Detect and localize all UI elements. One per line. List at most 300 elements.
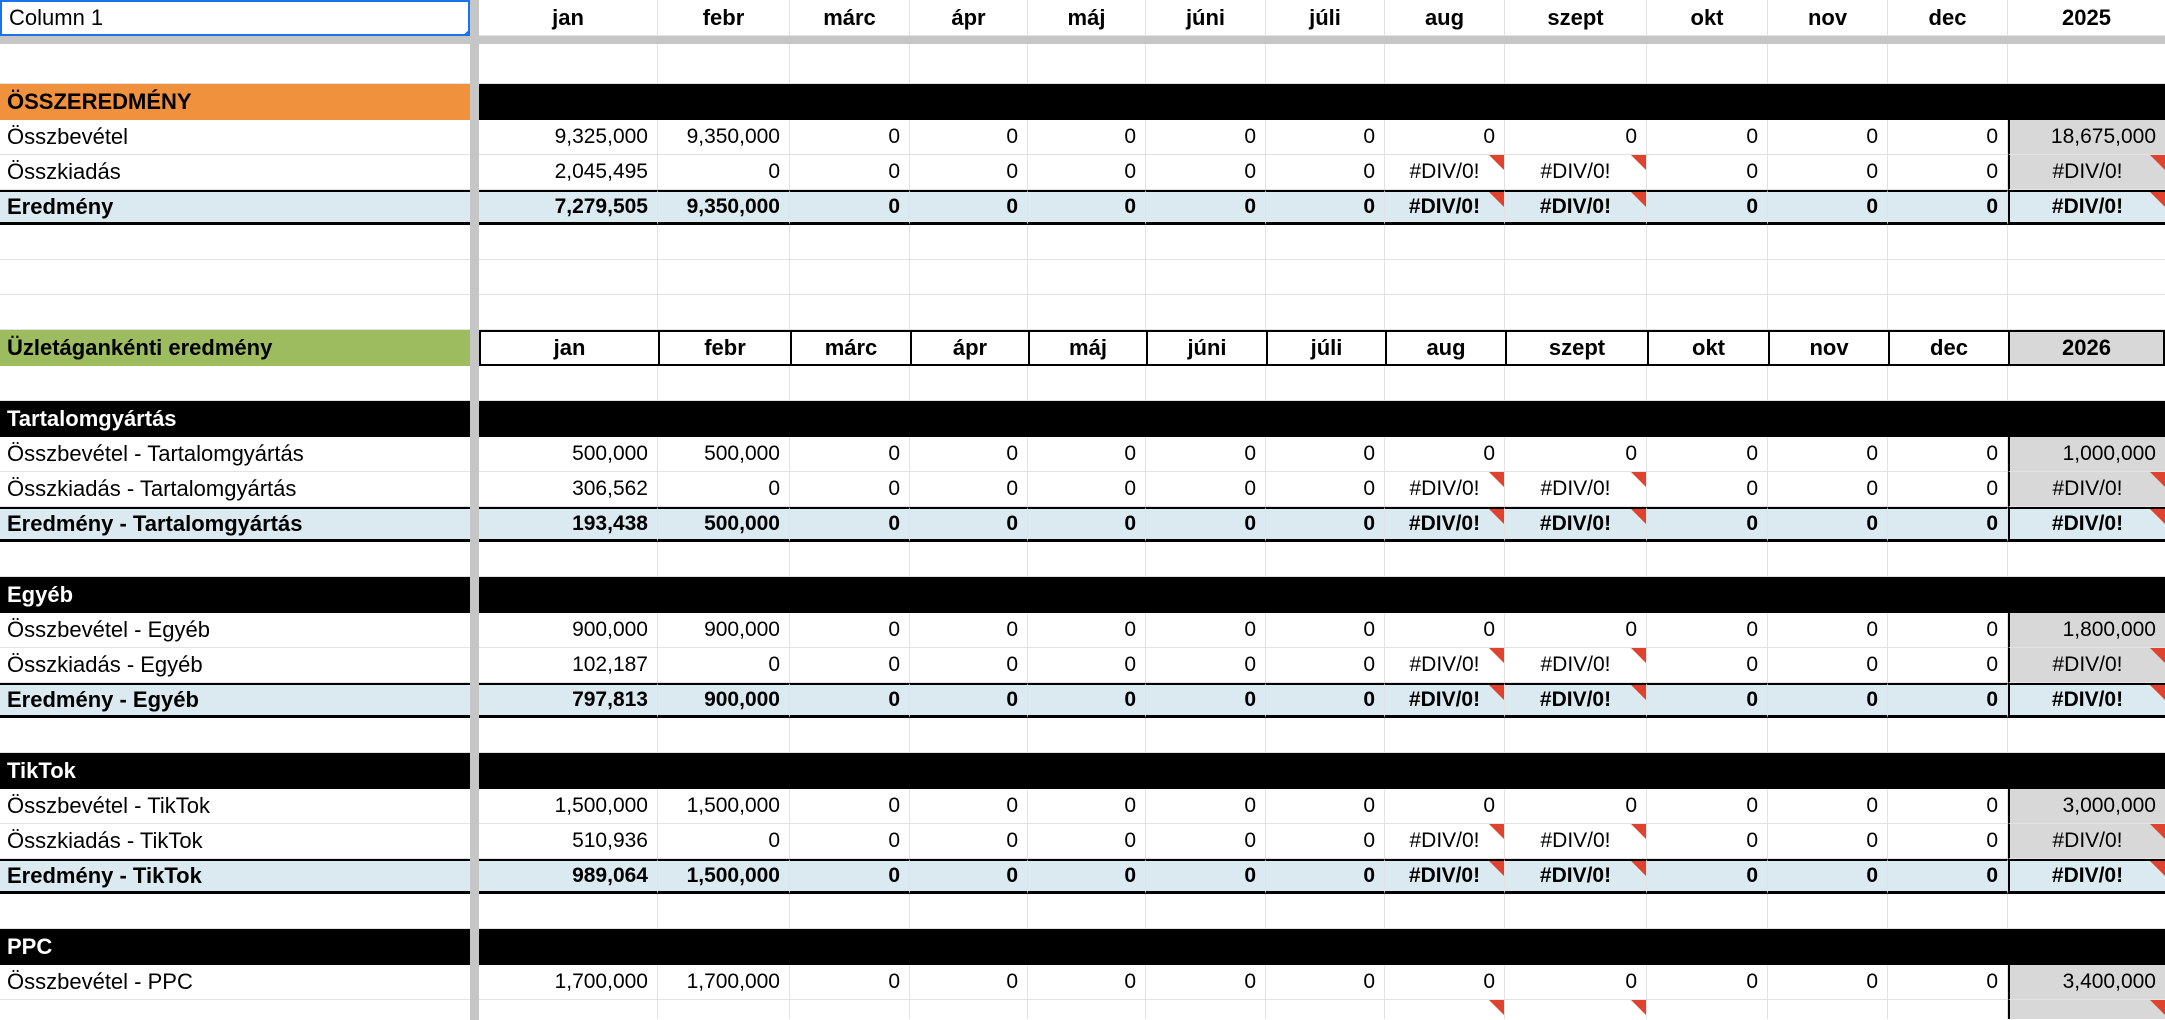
value-cell[interactable]: 989,064 <box>479 859 658 894</box>
value-cell[interactable]: 0 <box>910 859 1028 894</box>
value-cell[interactable]: 0 <box>910 648 1028 683</box>
column-header-month[interactable]: júni <box>1146 330 1266 366</box>
empty-cell[interactable] <box>658 894 790 929</box>
value-cell[interactable]: 9,350,000 <box>658 190 790 225</box>
empty-cell[interactable] <box>910 542 1028 577</box>
value-cell[interactable]: #DIV/0! <box>1385 155 1505 190</box>
value-cell[interactable]: 0 <box>790 437 910 472</box>
value-cell[interactable]: #DIV/0! <box>1505 190 1647 225</box>
column-header-year[interactable]: 2025 <box>2008 0 2165 36</box>
value-cell[interactable]: 0 <box>1146 648 1266 683</box>
empty-cell[interactable] <box>1146 260 1266 295</box>
value-cell[interactable]: 7,279,505 <box>479 190 658 225</box>
value-cell[interactable]: 1,500,000 <box>658 789 790 824</box>
value-cell[interactable]: 0 <box>1266 683 1385 718</box>
value-cell[interactable]: 0 <box>1505 613 1647 648</box>
empty-cell[interactable] <box>479 366 658 401</box>
value-cell[interactable] <box>910 1000 1028 1019</box>
value-cell[interactable]: 0 <box>790 507 910 542</box>
empty-cell[interactable] <box>1505 225 1647 260</box>
value-cell[interactable]: 0 <box>1888 155 2008 190</box>
total-cell[interactable]: 18,675,000 <box>2008 120 2165 155</box>
value-cell[interactable]: 306,562 <box>479 472 658 507</box>
empty-cell[interactable] <box>479 225 658 260</box>
empty-cell[interactable] <box>1385 44 1505 84</box>
value-cell[interactable]: 0 <box>1028 507 1146 542</box>
value-cell[interactable]: 0 <box>790 859 910 894</box>
value-cell[interactable]: #DIV/0! <box>1385 683 1505 718</box>
empty-cell[interactable] <box>2008 44 2165 84</box>
value-cell[interactable]: 0 <box>1266 965 1385 1000</box>
value-cell[interactable]: 0 <box>1768 155 1888 190</box>
value-cell[interactable]: 0 <box>1266 507 1385 542</box>
empty-cell[interactable] <box>1505 718 1647 753</box>
section-header-band[interactable] <box>479 84 2165 120</box>
value-cell[interactable]: 0 <box>1888 789 2008 824</box>
empty-cell[interactable] <box>790 260 910 295</box>
value-cell[interactable]: 0 <box>1888 507 2008 542</box>
value-cell[interactable]: 0 <box>1888 859 2008 894</box>
value-cell[interactable]: 0 <box>1888 472 2008 507</box>
empty-cell[interactable] <box>1266 295 1385 330</box>
empty-cell[interactable] <box>790 894 910 929</box>
empty-cell[interactable] <box>1647 260 1768 295</box>
empty-cell[interactable] <box>790 718 910 753</box>
empty-cell[interactable] <box>1888 894 2008 929</box>
total-cell[interactable]: #DIV/0! <box>2008 824 2165 859</box>
value-cell[interactable]: 0 <box>1647 472 1768 507</box>
value-cell[interactable]: #DIV/0! <box>1385 472 1505 507</box>
empty-cell[interactable] <box>790 366 910 401</box>
column-header-month[interactable]: júni <box>1146 0 1266 36</box>
empty-cell[interactable] <box>1028 894 1146 929</box>
total-cell[interactable]: #DIV/0! <box>2008 648 2165 683</box>
value-cell[interactable]: 0 <box>1385 965 1505 1000</box>
value-cell[interactable]: 2,045,495 <box>479 155 658 190</box>
empty-cell[interactable] <box>2008 295 2165 330</box>
empty-cell[interactable] <box>1385 295 1505 330</box>
value-cell[interactable]: 0 <box>1028 155 1146 190</box>
value-cell[interactable]: 0 <box>1768 437 1888 472</box>
value-cell[interactable]: 0 <box>1505 789 1647 824</box>
row-label[interactable]: Összbevétel - PPC <box>0 965 470 1000</box>
column-header-month[interactable]: márc <box>790 330 910 366</box>
section-header-label[interactable]: Egyéb <box>0 577 470 613</box>
empty-cell[interactable] <box>1146 718 1266 753</box>
value-cell[interactable]: 0 <box>1647 648 1768 683</box>
empty-cell[interactable] <box>1647 366 1768 401</box>
value-cell[interactable]: 0 <box>910 613 1028 648</box>
value-cell[interactable]: 0 <box>1028 859 1146 894</box>
column-header-month[interactable]: szept <box>1505 330 1647 366</box>
column-header-month[interactable]: júli <box>1266 330 1385 366</box>
row-label[interactable] <box>0 1000 470 1019</box>
column-header-year[interactable]: 2026 <box>2008 330 2165 366</box>
selected-cell[interactable]: Column 1 <box>0 0 470 36</box>
value-cell[interactable] <box>1505 1000 1647 1019</box>
empty-cell[interactable] <box>1505 295 1647 330</box>
total-cell[interactable]: #DIV/0! <box>2008 472 2165 507</box>
row-label[interactable]: Összbevétel - Tartalomgyártás <box>0 437 470 472</box>
empty-cell[interactable] <box>658 260 790 295</box>
value-cell[interactable]: 0 <box>910 437 1028 472</box>
value-cell[interactable] <box>1028 1000 1146 1019</box>
value-cell[interactable]: 0 <box>1028 824 1146 859</box>
total-cell[interactable]: 3,000,000 <box>2008 789 2165 824</box>
value-cell[interactable]: 0 <box>1266 155 1385 190</box>
empty-cell[interactable] <box>1146 542 1266 577</box>
value-cell[interactable]: 0 <box>1266 648 1385 683</box>
row-label[interactable]: Összkiadás - Tartalomgyártás <box>0 472 470 507</box>
column-header-month[interactable]: márc <box>790 0 910 36</box>
value-cell[interactable]: 0 <box>790 155 910 190</box>
empty-cell[interactable] <box>1385 542 1505 577</box>
value-cell[interactable]: 0 <box>1768 507 1888 542</box>
section-header-label[interactable]: ÖSSZEREDMÉNY <box>0 84 470 120</box>
empty-cell[interactable] <box>910 44 1028 84</box>
value-cell[interactable] <box>1385 1000 1505 1019</box>
value-cell[interactable]: #DIV/0! <box>1505 507 1647 542</box>
value-cell[interactable] <box>1146 1000 1266 1019</box>
value-cell[interactable]: 0 <box>1647 120 1768 155</box>
value-cell[interactable]: 0 <box>1768 120 1888 155</box>
empty-cell[interactable] <box>910 260 1028 295</box>
value-cell[interactable]: 0 <box>790 613 910 648</box>
value-cell[interactable]: 0 <box>1146 472 1266 507</box>
value-cell[interactable]: #DIV/0! <box>1505 859 1647 894</box>
value-cell[interactable]: 0 <box>1146 155 1266 190</box>
value-cell[interactable]: 0 <box>1028 472 1146 507</box>
empty-cell[interactable] <box>0 366 470 401</box>
row-label[interactable]: Eredmény - TikTok <box>0 859 470 894</box>
value-cell[interactable]: 0 <box>1768 613 1888 648</box>
value-cell[interactable]: 0 <box>790 683 910 718</box>
value-cell[interactable]: 0 <box>1768 648 1888 683</box>
value-cell[interactable]: 0 <box>910 472 1028 507</box>
value-cell[interactable]: 0 <box>1146 824 1266 859</box>
empty-cell[interactable] <box>1647 718 1768 753</box>
value-cell[interactable]: 0 <box>1385 613 1505 648</box>
row-label[interactable]: Összkiadás - Egyéb <box>0 648 470 683</box>
value-cell[interactable]: 510,936 <box>479 824 658 859</box>
empty-cell[interactable] <box>790 542 910 577</box>
value-cell[interactable]: 0 <box>1266 190 1385 225</box>
empty-cell[interactable] <box>1888 260 2008 295</box>
empty-cell[interactable] <box>1028 295 1146 330</box>
empty-cell[interactable] <box>1888 225 2008 260</box>
row-label[interactable]: Összkiadás <box>0 155 470 190</box>
value-cell[interactable]: 193,438 <box>479 507 658 542</box>
empty-cell[interactable] <box>479 718 658 753</box>
value-cell[interactable]: 0 <box>1266 437 1385 472</box>
empty-cell[interactable] <box>1266 718 1385 753</box>
value-cell[interactable]: 0 <box>1028 120 1146 155</box>
value-cell[interactable]: #DIV/0! <box>1385 824 1505 859</box>
value-cell[interactable]: 1,700,000 <box>479 965 658 1000</box>
total-cell[interactable]: 1,800,000 <box>2008 613 2165 648</box>
empty-cell[interactable] <box>1768 225 1888 260</box>
total-cell[interactable]: #DIV/0! <box>2008 683 2165 718</box>
empty-cell[interactable] <box>658 225 790 260</box>
empty-cell[interactable] <box>1028 225 1146 260</box>
empty-cell[interactable] <box>0 894 470 929</box>
column-header-month[interactable]: szept <box>1505 0 1647 36</box>
empty-cell[interactable] <box>0 718 470 753</box>
empty-cell[interactable] <box>479 44 658 84</box>
value-cell[interactable]: #DIV/0! <box>1505 648 1647 683</box>
column-header-month[interactable]: máj <box>1028 330 1146 366</box>
empty-cell[interactable] <box>1647 542 1768 577</box>
value-cell[interactable] <box>1266 1000 1385 1019</box>
value-cell[interactable]: 0 <box>910 190 1028 225</box>
empty-cell[interactable] <box>1266 44 1385 84</box>
empty-cell[interactable] <box>1385 366 1505 401</box>
value-cell[interactable]: 0 <box>1146 789 1266 824</box>
value-cell[interactable] <box>1647 1000 1768 1019</box>
value-cell[interactable]: 0 <box>1768 965 1888 1000</box>
empty-cell[interactable] <box>1146 225 1266 260</box>
value-cell[interactable]: 1,700,000 <box>658 965 790 1000</box>
value-cell[interactable]: 900,000 <box>658 683 790 718</box>
value-cell[interactable]: 0 <box>658 155 790 190</box>
value-cell[interactable]: #DIV/0! <box>1505 683 1647 718</box>
value-cell[interactable]: 1,500,000 <box>479 789 658 824</box>
column-header-month[interactable]: ápr <box>910 330 1028 366</box>
value-cell[interactable]: 500,000 <box>658 437 790 472</box>
empty-cell[interactable] <box>479 260 658 295</box>
value-cell[interactable]: 0 <box>1266 120 1385 155</box>
empty-cell[interactable] <box>790 295 910 330</box>
column-header-month[interactable]: máj <box>1028 0 1146 36</box>
empty-cell[interactable] <box>658 44 790 84</box>
empty-cell[interactable] <box>790 44 910 84</box>
value-cell[interactable]: 0 <box>1888 437 2008 472</box>
value-cell[interactable]: 0 <box>658 648 790 683</box>
value-cell[interactable]: 0 <box>790 472 910 507</box>
empty-cell[interactable] <box>1028 542 1146 577</box>
value-cell[interactable]: 0 <box>1028 613 1146 648</box>
column-header-month[interactable]: dec <box>1888 330 2008 366</box>
value-cell[interactable]: 0 <box>1888 683 2008 718</box>
empty-cell[interactable] <box>1505 542 1647 577</box>
total-cell[interactable]: #DIV/0! <box>2008 190 2165 225</box>
empty-cell[interactable] <box>2008 894 2165 929</box>
value-cell[interactable]: 0 <box>1647 789 1768 824</box>
value-cell[interactable]: 9,350,000 <box>658 120 790 155</box>
value-cell[interactable]: 0 <box>1385 437 1505 472</box>
value-cell[interactable]: 0 <box>1888 120 2008 155</box>
value-cell[interactable]: 0 <box>1768 859 1888 894</box>
value-cell[interactable]: #DIV/0! <box>1385 507 1505 542</box>
units-header-label[interactable]: Üzletágankénti eredmény <box>0 330 470 366</box>
row-label[interactable]: Összkiadás - TikTok <box>0 824 470 859</box>
value-cell[interactable]: 0 <box>1028 965 1146 1000</box>
value-cell[interactable]: 0 <box>790 824 910 859</box>
value-cell[interactable]: 0 <box>1888 190 2008 225</box>
value-cell[interactable]: 0 <box>1647 155 1768 190</box>
value-cell[interactable]: 0 <box>1647 859 1768 894</box>
empty-cell[interactable] <box>1647 44 1768 84</box>
total-cell[interactable]: #DIV/0! <box>2008 859 2165 894</box>
value-cell[interactable] <box>658 1000 790 1019</box>
empty-cell[interactable] <box>1146 44 1266 84</box>
empty-cell[interactable] <box>479 542 658 577</box>
column-header-month[interactable]: nov <box>1768 330 1888 366</box>
value-cell[interactable]: 0 <box>1266 824 1385 859</box>
empty-cell[interactable] <box>1505 366 1647 401</box>
value-cell[interactable]: 0 <box>910 683 1028 718</box>
column-header-month[interactable]: júli <box>1266 0 1385 36</box>
row-label[interactable]: Összbevétel <box>0 120 470 155</box>
empty-cell[interactable] <box>1647 894 1768 929</box>
value-cell[interactable]: 500,000 <box>658 507 790 542</box>
empty-cell[interactable] <box>1266 894 1385 929</box>
value-cell[interactable]: 0 <box>1146 507 1266 542</box>
empty-cell[interactable] <box>1146 366 1266 401</box>
empty-cell[interactable] <box>1385 260 1505 295</box>
empty-cell[interactable] <box>0 260 470 295</box>
frozen-column-divider[interactable] <box>470 0 479 1020</box>
empty-cell[interactable] <box>2008 366 2165 401</box>
value-cell[interactable]: 0 <box>1146 683 1266 718</box>
empty-cell[interactable] <box>1385 225 1505 260</box>
value-cell[interactable]: 0 <box>1385 789 1505 824</box>
value-cell[interactable]: 0 <box>1647 437 1768 472</box>
empty-cell[interactable] <box>1028 718 1146 753</box>
empty-cell[interactable] <box>658 718 790 753</box>
value-cell[interactable]: 900,000 <box>658 613 790 648</box>
value-cell[interactable]: 0 <box>790 648 910 683</box>
value-cell[interactable] <box>790 1000 910 1019</box>
value-cell[interactable]: #DIV/0! <box>1505 824 1647 859</box>
empty-cell[interactable] <box>910 894 1028 929</box>
value-cell[interactable] <box>1888 1000 2008 1019</box>
column-header-month[interactable]: jan <box>479 330 658 366</box>
value-cell[interactable]: 0 <box>1266 613 1385 648</box>
value-cell[interactable]: 0 <box>1028 437 1146 472</box>
value-cell[interactable]: 0 <box>1266 859 1385 894</box>
value-cell[interactable]: 0 <box>1028 190 1146 225</box>
empty-cell[interactable] <box>1266 366 1385 401</box>
value-cell[interactable]: 0 <box>1146 190 1266 225</box>
value-cell[interactable]: 797,813 <box>479 683 658 718</box>
frozen-row-divider-bar[interactable] <box>0 36 2165 44</box>
value-cell[interactable]: 0 <box>1028 789 1146 824</box>
total-cell[interactable]: #DIV/0! <box>2008 155 2165 190</box>
empty-cell[interactable] <box>0 295 470 330</box>
empty-cell[interactable] <box>790 225 910 260</box>
value-cell[interactable]: 0 <box>1888 648 2008 683</box>
value-cell[interactable]: 0 <box>1768 789 1888 824</box>
empty-cell[interactable] <box>1768 260 1888 295</box>
column-header-month[interactable]: aug <box>1385 0 1505 36</box>
empty-cell[interactable] <box>1385 894 1505 929</box>
value-cell[interactable] <box>1768 1000 1888 1019</box>
empty-cell[interactable] <box>910 295 1028 330</box>
selection-handle[interactable] <box>464 30 470 36</box>
column-header-month[interactable]: okt <box>1647 330 1768 366</box>
empty-cell[interactable] <box>1768 718 1888 753</box>
value-cell[interactable]: 0 <box>1266 789 1385 824</box>
empty-cell[interactable] <box>910 225 1028 260</box>
value-cell[interactable]: 0 <box>910 120 1028 155</box>
empty-cell[interactable] <box>1146 894 1266 929</box>
empty-cell[interactable] <box>1647 295 1768 330</box>
empty-cell[interactable] <box>0 44 470 84</box>
value-cell[interactable]: 0 <box>1768 190 1888 225</box>
value-cell[interactable]: 0 <box>1385 120 1505 155</box>
column-header-month[interactable]: nov <box>1768 0 1888 36</box>
section-header-band[interactable] <box>479 929 2165 965</box>
empty-cell[interactable] <box>1505 44 1647 84</box>
value-cell[interactable]: 0 <box>790 965 910 1000</box>
total-cell[interactable] <box>2008 1000 2165 1019</box>
empty-cell[interactable] <box>1028 260 1146 295</box>
value-cell[interactable]: 0 <box>1888 824 2008 859</box>
value-cell[interactable]: 0 <box>1146 437 1266 472</box>
value-cell[interactable]: 500,000 <box>479 437 658 472</box>
empty-cell[interactable] <box>479 295 658 330</box>
empty-cell[interactable] <box>658 366 790 401</box>
empty-cell[interactable] <box>1385 718 1505 753</box>
value-cell[interactable]: 0 <box>1266 472 1385 507</box>
value-cell[interactable]: 0 <box>910 965 1028 1000</box>
column-header-month[interactable]: jan <box>479 0 658 36</box>
empty-cell[interactable] <box>1266 225 1385 260</box>
value-cell[interactable]: 0 <box>790 120 910 155</box>
empty-cell[interactable] <box>1146 295 1266 330</box>
column-header-month[interactable]: aug <box>1385 330 1505 366</box>
value-cell[interactable]: 0 <box>910 507 1028 542</box>
value-cell[interactable]: 0 <box>790 789 910 824</box>
empty-cell[interactable] <box>1768 894 1888 929</box>
value-cell[interactable]: 0 <box>790 190 910 225</box>
value-cell[interactable]: 900,000 <box>479 613 658 648</box>
column-header-month[interactable]: dec <box>1888 0 2008 36</box>
value-cell[interactable]: 102,187 <box>479 648 658 683</box>
value-cell[interactable]: 0 <box>1028 648 1146 683</box>
empty-cell[interactable] <box>1028 44 1146 84</box>
value-cell[interactable]: 0 <box>1888 613 2008 648</box>
row-label[interactable]: Összbevétel - Egyéb <box>0 613 470 648</box>
value-cell[interactable]: 0 <box>1647 507 1768 542</box>
empty-cell[interactable] <box>910 718 1028 753</box>
value-cell[interactable]: 0 <box>1505 437 1647 472</box>
section-header-band[interactable] <box>479 577 2165 613</box>
value-cell[interactable]: 0 <box>658 824 790 859</box>
value-cell[interactable]: 0 <box>1146 120 1266 155</box>
empty-cell[interactable] <box>479 894 658 929</box>
empty-cell[interactable] <box>0 225 470 260</box>
total-cell[interactable]: #DIV/0! <box>2008 507 2165 542</box>
value-cell[interactable]: #DIV/0! <box>1505 155 1647 190</box>
value-cell[interactable]: 0 <box>1505 965 1647 1000</box>
value-cell[interactable]: 0 <box>1768 683 1888 718</box>
empty-cell[interactable] <box>910 366 1028 401</box>
value-cell[interactable]: 0 <box>1505 120 1647 155</box>
value-cell[interactable]: 0 <box>1146 613 1266 648</box>
empty-cell[interactable] <box>1505 894 1647 929</box>
empty-cell[interactable] <box>1768 366 1888 401</box>
empty-cell[interactable] <box>1266 542 1385 577</box>
value-cell[interactable]: 0 <box>1028 683 1146 718</box>
value-cell[interactable]: 0 <box>1768 472 1888 507</box>
empty-cell[interactable] <box>1888 295 2008 330</box>
section-header-label[interactable]: PPC <box>0 929 470 965</box>
column-header-month[interactable]: okt <box>1647 0 1768 36</box>
value-cell[interactable]: 9,325,000 <box>479 120 658 155</box>
value-cell[interactable]: 0 <box>1647 613 1768 648</box>
